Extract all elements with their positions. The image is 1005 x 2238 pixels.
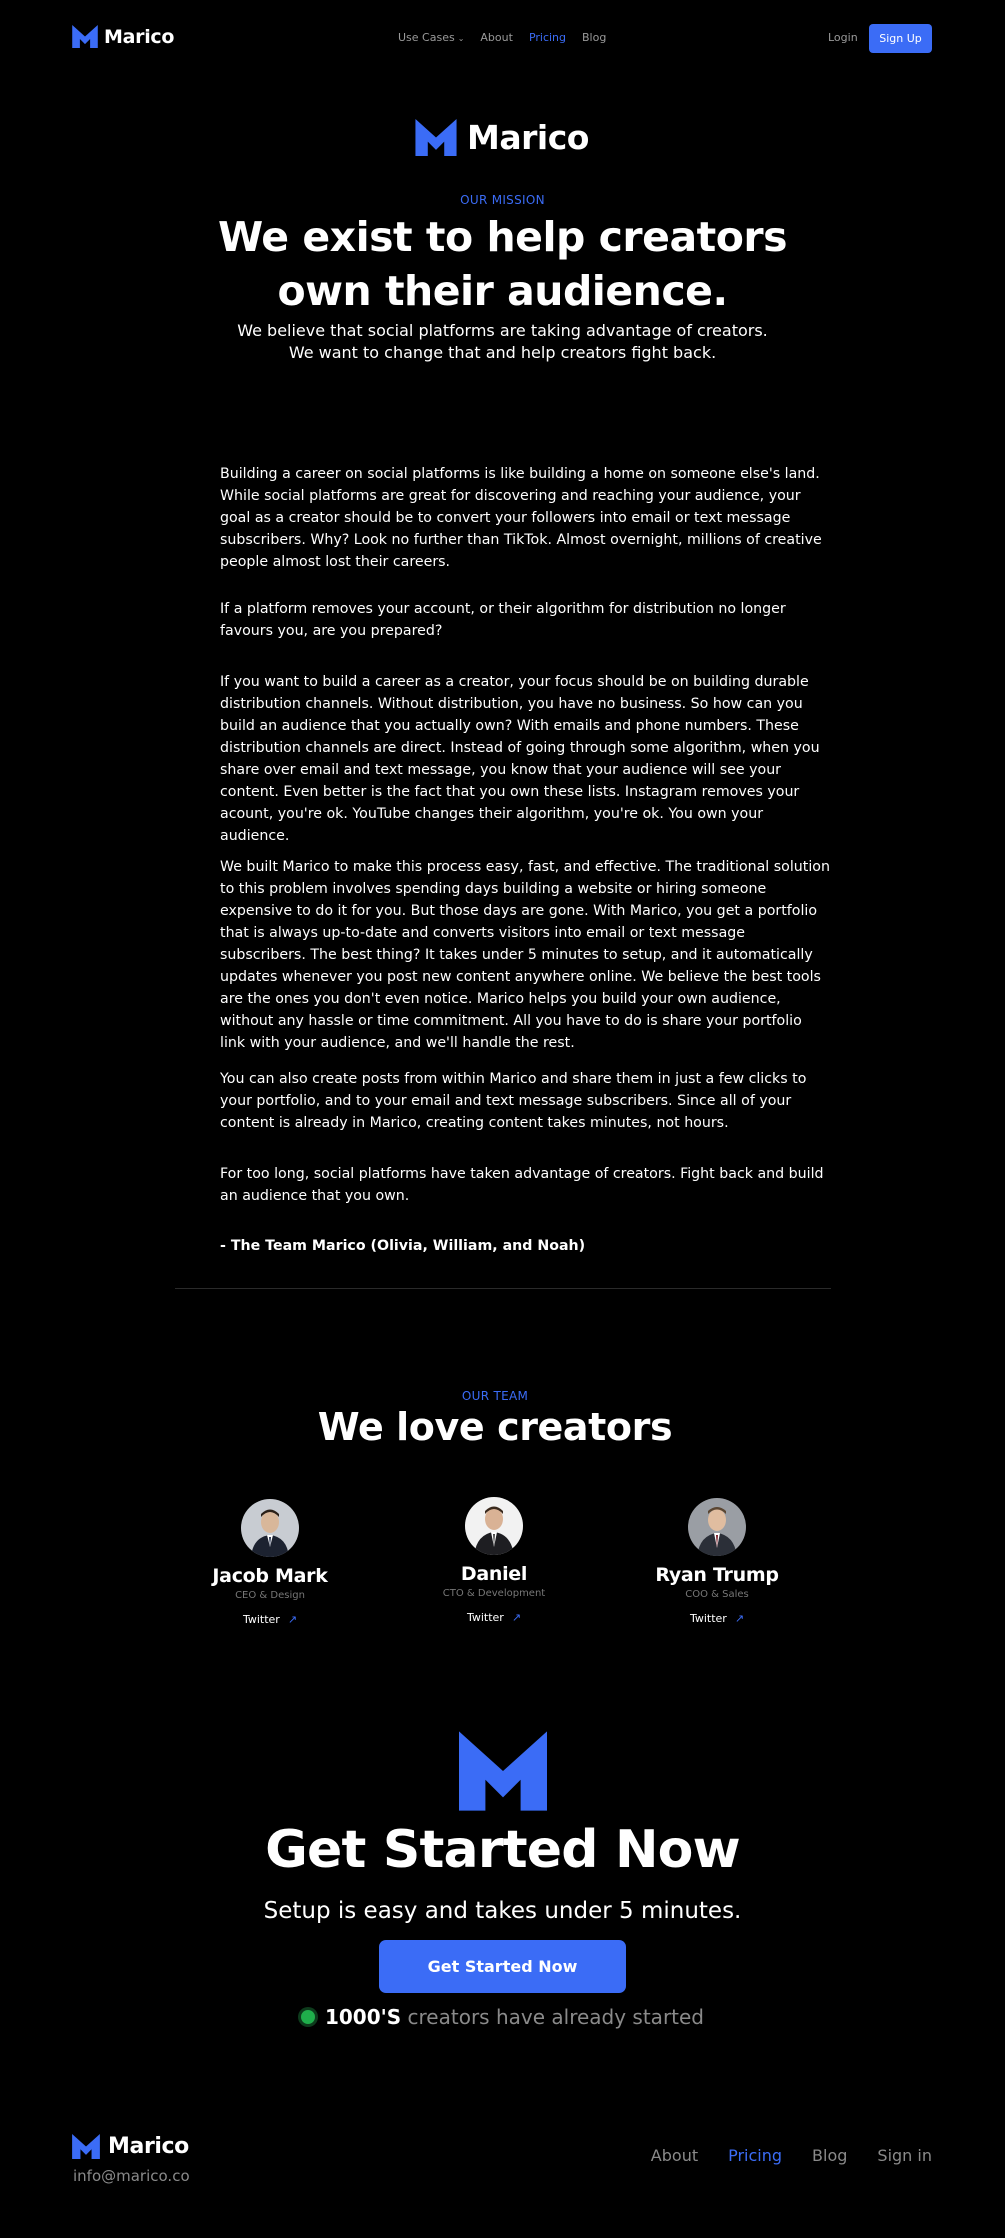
footer-link-sign-in[interactable]: Sign in — [877, 2146, 932, 2165]
hero-subtitle — [0, 320, 1005, 364]
member-role: CTO & Development — [442, 1588, 546, 1599]
signup-button[interactable]: Sign Up — [869, 24, 932, 53]
page-title — [0, 210, 1005, 318]
team-member-card — [627, 1498, 807, 1625]
footer-link-pricing[interactable]: Pricing — [728, 2146, 783, 2165]
marico-logo-icon — [459, 1730, 547, 1812]
footer-logo[interactable] — [72, 2134, 189, 2159]
team-member-card — [404, 1497, 584, 1624]
chevron-down-icon: ⌄ — [457, 34, 465, 43]
stat-number: 1000'S — [324, 2005, 402, 2029]
nav-links — [398, 31, 606, 44]
hero-logo — [415, 118, 589, 157]
top-nav — [0, 0, 1005, 76]
external-arrow-icon: ↗ — [734, 1612, 745, 1625]
member-name: Daniel — [460, 1563, 528, 1585]
external-arrow-icon: ↗ — [287, 1613, 298, 1626]
twitter-link-label: Twitter — [466, 1611, 504, 1624]
marico-logo-icon — [72, 25, 98, 48]
external-arrow-icon: ↗ — [511, 1611, 522, 1624]
member-role: COO & Sales — [685, 1589, 749, 1600]
article-paragraph: We built Marico to make this process easy, fast, and effective. The traditional solution to this problem involves spending days building a website or hiring someone expensive to do it for you. But those days are gone. With Marico, you get a portfolio that is always up-to-date and converts visitors into email or text message subscribers. The best thing? It takes under 5 minutes to setup, and it automatically updates whenever you post new content anywhere online. We believe the best tools are the ones you don't even notice. Marico helps you build your own audience, without any hassle or time commitment. All you have to do is share your portfolio link with your audience, and we'll handle the rest. — [220, 859, 830, 1051]
nav-logo[interactable] — [72, 25, 174, 48]
footer-link-about[interactable]: About — [650, 2146, 699, 2165]
hero-brand-name: Marico — [467, 118, 589, 157]
nav-link-label: Use Cases — [398, 31, 455, 44]
member-role: CEO & Design — [235, 1590, 305, 1601]
stat-text: creators have already started — [407, 2005, 705, 2029]
article-sign-off: - The Team Marico (Olivia, William, and Noah) — [220, 1238, 586, 1254]
status-dot-icon — [301, 2010, 315, 2024]
login-link[interactable]: Login — [828, 31, 858, 44]
avatar — [241, 1499, 299, 1557]
avatar — [688, 1498, 746, 1556]
article-paragraph: If a platform removes your account, or their algorithm for distribution no longer favours you, are you prepared? — [220, 601, 786, 639]
nav-link-use-cases[interactable] — [398, 31, 464, 44]
title-line-2: own their audience. — [277, 267, 728, 315]
creators-stat — [0, 2005, 1005, 2029]
article-paragraph: If you want to build a career as a creator, your focus should be on building durable distribution channels. Without distribution, you have no business. So how can you build an audience that you actually own? With emails and phone numbers. These distribution channels are direct. Instead of going through some algorithm, when you share over email and text message, you know that your audience will see your content. Even better is the fact that you own these lists. Instagram removes your acount, you're ok. YouTube changes their algorithm, you're ok. You own your audience. — [220, 674, 820, 844]
nav-link-about[interactable]: About — [480, 31, 513, 44]
article-paragraph: You can also create posts from within Marico and share them in just a few clicks to your portfolio, and to your email and text message subscribers. Since all of your content is already in Marico, creating content takes minutes, not hours. — [220, 1071, 807, 1131]
subtitle-line-2: We want to change that and help creators fight back. — [288, 343, 717, 362]
brand-name: Marico — [104, 25, 175, 48]
subtitle-line-1: We believe that social platforms are taking advantage of creators. — [237, 321, 768, 340]
team-eyebrow: OUR TEAM — [461, 1389, 529, 1403]
marico-logo-icon — [415, 119, 457, 156]
nav-link-blog[interactable]: Blog — [582, 31, 607, 44]
cta-subtitle: Setup is easy and takes under 5 minutes. — [263, 1898, 742, 1924]
cta-title: Get Started Now — [265, 1820, 740, 1880]
member-twitter-link[interactable] — [627, 1612, 807, 1625]
footer-email[interactable]: info@marico.co — [73, 2167, 190, 2185]
twitter-link-label: Twitter — [689, 1612, 727, 1625]
team-title: We love creators — [317, 1405, 673, 1449]
article-paragraph: Building a career on social platforms is like building a home on someone else's land. While social platforms are great for discovering and reaching your audience, your goal as a creator should be to convert your followers into email or text message subscribers. Why? Look no further than TikTok. Almost overnight, millions of creative people almost lost their careers. — [220, 466, 822, 570]
footer-brand-name: Marico — [108, 2134, 189, 2159]
mission-eyebrow: OUR MISSION — [460, 193, 545, 207]
footer-links — [651, 2146, 932, 2165]
nav-link-pricing[interactable]: Pricing — [528, 31, 567, 44]
twitter-link-label: Twitter — [242, 1613, 280, 1626]
member-name: Ryan Trump — [655, 1564, 779, 1586]
marico-logo-icon — [72, 2134, 100, 2159]
section-divider — [175, 1288, 831, 1289]
article-paragraph: For too long, social platforms have taken advantage of creators. Fight back and build an audience that you own. — [220, 1166, 824, 1204]
member-twitter-link[interactable] — [180, 1613, 360, 1626]
footer-link-blog[interactable]: Blog — [812, 2146, 848, 2165]
member-name: Jacob Mark — [212, 1565, 328, 1587]
member-twitter-link[interactable] — [404, 1611, 584, 1624]
avatar — [465, 1497, 523, 1555]
title-line-1: We exist to help creators — [217, 213, 788, 261]
get-started-button[interactable]: Get Started Now — [379, 1940, 626, 1993]
team-member-card — [180, 1499, 360, 1626]
